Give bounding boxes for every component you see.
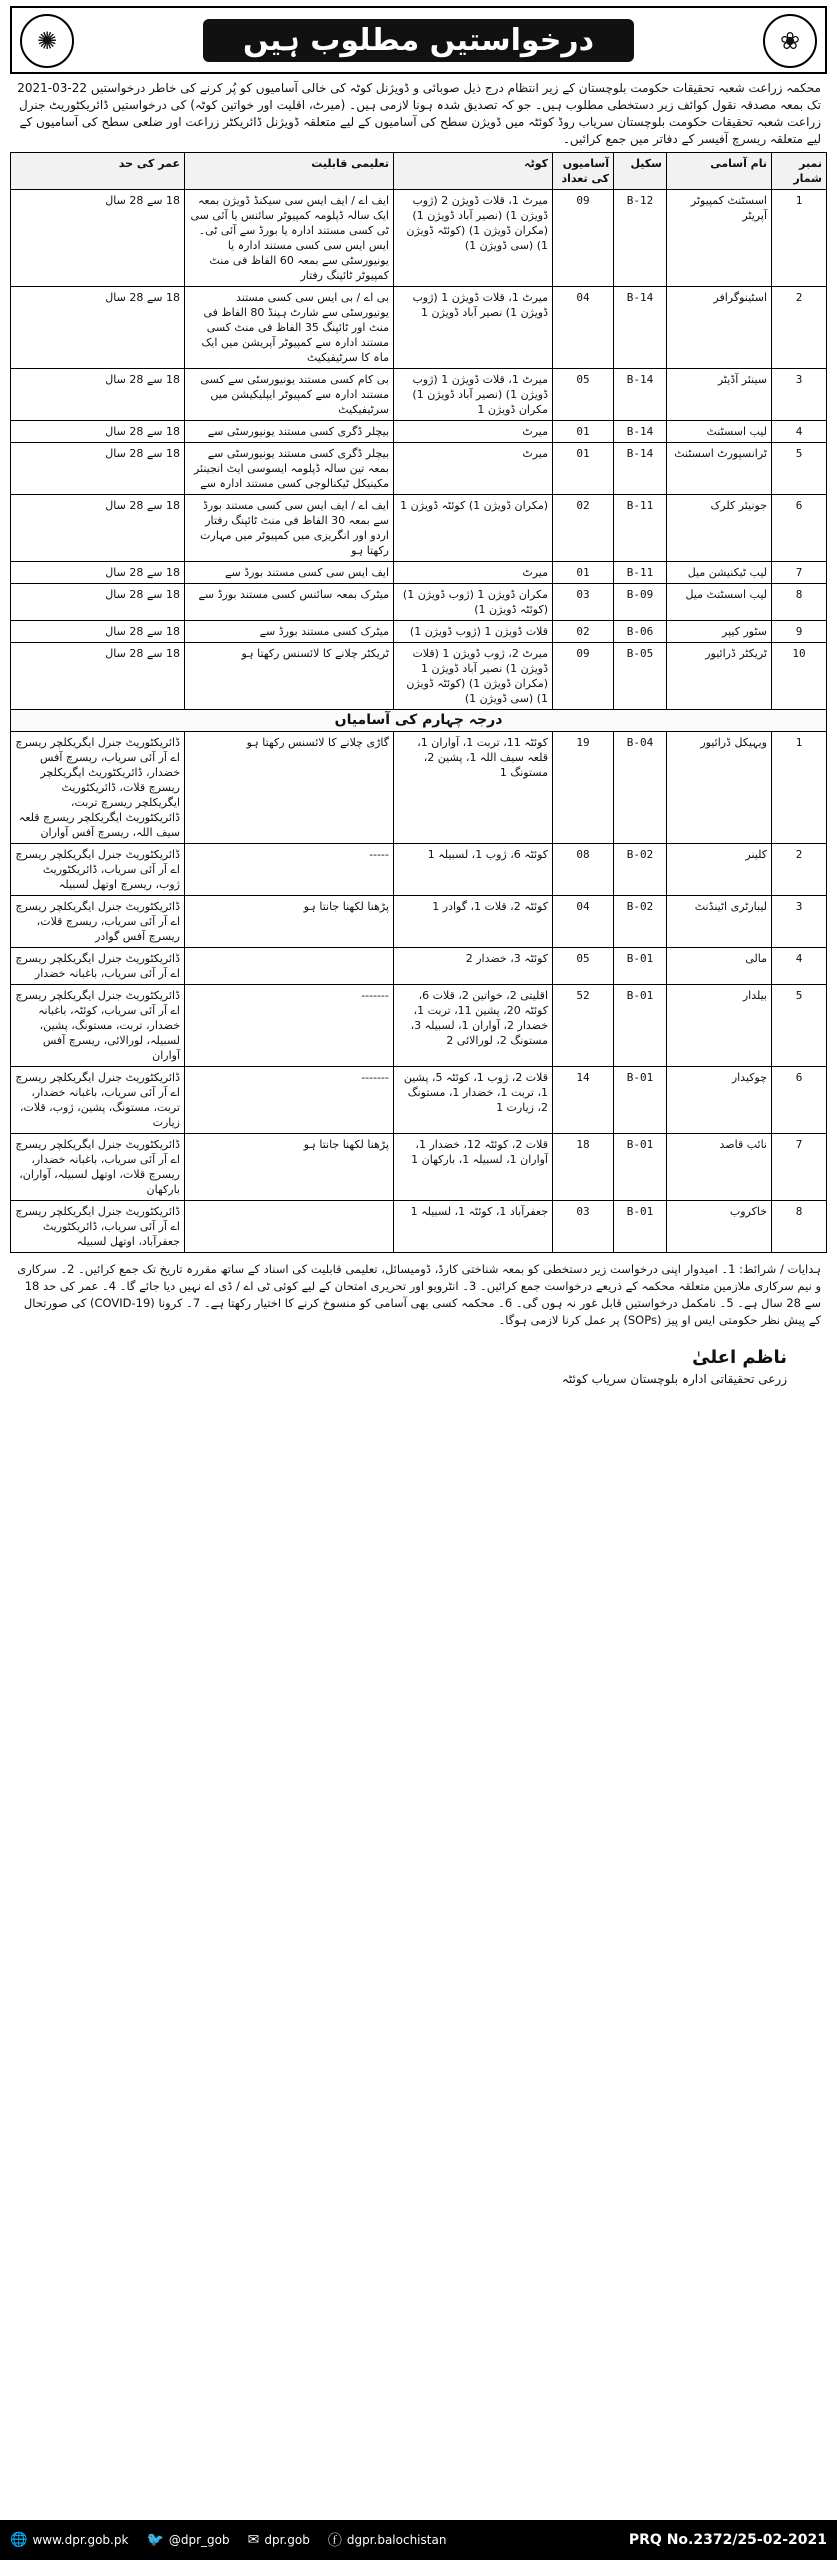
col-age: عمر کی حد [11,153,185,190]
row-count: 18 [553,1134,614,1201]
row-scale: B-02 [614,896,667,948]
row-count: 01 [553,421,614,443]
col-qualification: تعلیمی قابلیت [185,153,394,190]
row-sr: 7 [772,562,827,584]
row-count: 19 [553,732,614,844]
row-scale: B-01 [614,1067,667,1134]
row-age: ڈائریکٹوریٹ جنرل ایگریکلچر ریسرچ اے آر آئی سریاب، باغبانہ خضدار، تربت، مستونگ، پشین، ژوب، قلات، زیارت [11,1067,185,1134]
table-row [11,584,827,621]
section-b-row [11,710,827,732]
row-count: 09 [553,643,614,710]
row-sr: 7 [772,1134,827,1201]
table-row [11,1067,827,1134]
table-row [11,287,827,369]
row-age: ڈائریکٹوریٹ جنرل ایگریکلچر ریسرچ اے آر آئی سریاب، باغبانہ خضدار، ریسرچ قلات، اوتھل لسبیلہ، آواران، بارکھان [11,1134,185,1201]
row-qualification [185,948,394,985]
table-row [11,621,827,643]
row-quota: کوئٹہ 6، ژوب 1، لسبیلہ 1 [394,844,553,896]
row-scale: B-14 [614,287,667,369]
row-sr: 1 [772,732,827,844]
footer-twitter-text: @dpr_gob [168,2533,230,2547]
table-body-section-b [11,732,827,1253]
row-scale: B-01 [614,1134,667,1201]
row-qualification: بی اے / بی ایس سی کسی مستند یونیورسٹی سے شارٹ ہینڈ 80 الفاظ فی منٹ اور ٹائپنگ 35 الفاظ فی منٹ کسی مستند ادارہ سے کمپیوٹر آپریشن میں ایک ماہ کا سرٹیفیکیٹ [185,287,394,369]
row-count: 03 [553,1201,614,1253]
row-count: 05 [553,369,614,421]
row-post: بیلدار [667,985,772,1067]
row-qualification: ایف اے / ایف ایس سی کسی مستند بورڈ سے بمعہ 30 الفاظ فی منٹ ٹائپنگ رفتار اردو اور انگریزی میں کمپیوٹر میں مہارت رکھتا ہو [185,495,394,562]
row-post: اسسٹنٹ کمپیوٹر آپریٹر [667,190,772,287]
row-qualification: بیچلر ڈگری کسی مستند یونیورسٹی سے بمعہ تین سالہ ڈپلومہ ایسوسی ایٹ انجینئر مکینیکل ٹیکنالوجی کسی مستند ادارہ سے [185,443,394,495]
row-age: ڈائریکٹوریٹ جنرل ایگریکلچر ریسرچ اے آر آئی سریاب، ڈائریکٹوریٹ جعفرآباد، اوتھل لسبیلہ [11,1201,185,1253]
row-scale: B-11 [614,562,667,584]
row-post: لیب اسسٹنٹ [667,421,772,443]
signatory-title: ناظم اعلیٰ [692,1347,787,1368]
row-qualification: ٹریکٹر چلانے کا لائسنس رکھتا ہو [185,643,394,710]
row-quota: کوئٹہ 11، تربت 1، آواران 1، قلعہ سیف اللہ 1، پشین 2، مستونگ 1 [394,732,553,844]
row-quota: قلات 2، کوئٹہ 12، خضدار 1، آواران 1، لسبیلہ 1، بارکھان 1 [394,1134,553,1201]
row-quota: جعفرآباد 1، کوئٹہ 1، لسبیلہ 1 [394,1201,553,1253]
row-quota: میرٹ 1، قلات ڈویژن 1 (ژوب ڈویژن 1) (نصیر آباد ڈویژن 1) مکران ڈویژن 1 [394,369,553,421]
vacancy-table [10,152,827,1253]
row-scale: B-01 [614,948,667,985]
row-quota: میرٹ [394,562,553,584]
row-count: 01 [553,443,614,495]
department-logo-icon: ❀ [763,14,817,68]
row-age: ڈائریکٹوریٹ جنرل ایگریکلچر ریسرچ اے آر آئی سریاب، کوئٹہ، باغبانہ خضدار، تربت، مستونگ، پشین، لسبیلہ، لورالائی، ریسرچ آفس آواران [11,985,185,1067]
row-qualification: ایف ایس سی کسی مستند بورڈ سے [185,562,394,584]
row-age: 18 سے 28 سال [11,421,185,443]
footer-web[interactable] [10,2532,128,2548]
table-row [11,1201,827,1253]
row-post: سٹور کیپر [667,621,772,643]
row-sr: 8 [772,584,827,621]
row-scale: B-04 [614,732,667,844]
row-quota: میرٹ 1، قلات ڈویژن 2 (ژوب ڈویژن 1) (نصیر آباد ڈویژن 1) (مکران ڈویژن 1) (کوئٹہ ڈویژن 1) (سی ڈویژن 1) [394,190,553,287]
row-age: 18 سے 28 سال [11,443,185,495]
row-post: مالی [667,948,772,985]
row-quota: میرٹ [394,421,553,443]
table-body-section-a [11,190,827,710]
row-sr: 6 [772,495,827,562]
row-qualification: ----- [185,844,394,896]
intro-paragraph: محکمہ زراعت شعبہ تحقیقات حکومت بلوچستان کے زیر انتظام درج ذیل صوبائی و ڈویژنل کوٹہ کی خالی آسامیوں کو پُر کرنے کی خاطر درخواستیں 22-03-2021 تک بمعہ مصدقہ نقول کوائف زیر دستخطی مطلوب ہیں۔ جو کہ تصدیق شدہ ہونا لازمی ہیں۔ (میرٹ، اقلیت اور خواتین کوٹہ) کی درخواستیں ڈائریکٹوریٹ جنرل زراعت شعبہ تحقیقات حکومت بلوچستان سریاب روڈ کوئٹہ میں ڈویژن سطح کی آسامیوں کے لیے متعلقہ ڈویژنل ڈائریکٹر زراعت اور ضلعی سطح کی آسامیوں کے لیے متعلقہ ریسرچ آفیسر کے دفاتر میں جمع کرائیں۔ [17,81,821,146]
table-header-row [11,153,827,190]
row-post: ویہیکل ڈرائیور [667,732,772,844]
footer-facebook-text: dgpr.balochistan [346,2533,447,2547]
row-sr: 5 [772,985,827,1067]
row-qualification: بی کام کسی مستند یونیورسٹی سے کسی مستند ادارہ سے کمپیوٹر ایپلیکیشن میں سرٹیفیکیٹ [185,369,394,421]
col-post: نام آسامی [667,153,772,190]
row-scale: B-01 [614,1201,667,1253]
row-qualification: پڑھنا لکھنا جانتا ہو [185,896,394,948]
row-sr: 1 [772,190,827,287]
table-row [11,369,827,421]
header [10,6,827,74]
row-quota: میرٹ 2، ژوب ڈویژن 1 (قلات ڈویژن 1) نصیر آباد ڈویژن 1 (مکران ڈویژن 1) (کوئٹہ ڈویژن 1) (سی ڈویژن 1) [394,643,553,710]
row-age: 18 سے 28 سال [11,495,185,562]
table-row [11,896,827,948]
footer-bar [0,2520,837,2560]
table-row [11,948,827,985]
table-row [11,562,827,584]
table-row [11,985,827,1067]
row-age: 18 سے 28 سال [11,584,185,621]
twitter-icon: 🐦 [146,2532,164,2548]
row-post: ٹرانسپورٹ اسسٹنٹ [667,443,772,495]
row-age: 18 سے 28 سال [11,287,185,369]
row-count: 52 [553,985,614,1067]
table-row [11,495,827,562]
row-age: ڈائریکٹوریٹ جنرل ایگریکلچر ریسرچ اے آر آئی سریاب، ریسرچ قلات، ریسرچ آفس گوادر [11,896,185,948]
row-quota: (مکران ڈویژن 1) کوئٹہ ڈویژن 1 [394,495,553,562]
row-count: 03 [553,584,614,621]
row-sr: 3 [772,896,827,948]
row-age: 18 سے 28 سال [11,562,185,584]
col-count: آسامیوں کی تعداد [553,153,614,190]
row-quota: اقلیتی 2، خواتین 2، قلات 6، کوئٹہ 20، پشین 11، تربت 1، خضدار 2، آواران 1، لسبیلہ 3، مستونگ 2، لورالائی 2 [394,985,553,1067]
row-qualification: گاڑی چلانے کا لائسنس رکھتا ہو [185,732,394,844]
row-sr: 10 [772,643,827,710]
col-quota: کوٹہ [394,153,553,190]
row-post: کلینر [667,844,772,896]
table-row [11,443,827,495]
row-qualification: بیچلر ڈگری کسی مستند یونیورسٹی سے [185,421,394,443]
row-sr: 5 [772,443,827,495]
row-qualification: ایف اے / ایف ایس سی سیکنڈ ڈویژن بمعہ ایک سالہ ڈپلومہ کمپیوٹر سائنس یا آئی سی ٹی کسی مستند ادارہ یا بورڈ سے آئی ٹی۔ ایس ایس سی کسی مستند ادارہ یا یونیورسٹی سے بمعہ 60 الفاظ فی منٹ کمپیوٹر ٹائپنگ رفتار [185,190,394,287]
row-post: نائب قاصد [667,1134,772,1201]
signature-block [10,1347,787,1386]
globe-icon: 🌐 [10,2532,28,2548]
table-row [11,732,827,844]
row-count: 04 [553,287,614,369]
government-emblem-icon: ✺ [20,14,74,68]
row-age: 18 سے 28 سال [11,190,185,287]
row-quota: قلات ڈویژن 1 (ژوب ڈویژن 1) [394,621,553,643]
col-sr: نمبر شمار [772,153,827,190]
row-scale: B-12 [614,190,667,287]
facebook-icon: ⓕ [327,2533,342,2549]
row-scale: B-01 [614,985,667,1067]
table-row [11,421,827,443]
table-row [11,190,827,287]
page-title: درخواستیں مطلوب ہیں [203,19,634,62]
row-sr: 8 [772,1201,827,1253]
footer-web-text: www.dpr.gob.pk [32,2533,129,2547]
row-count: 05 [553,948,614,985]
row-post: جونیئر کلرک [667,495,772,562]
row-post: سینئر آڈیٹر [667,369,772,421]
footer-twitter[interactable] [146,2532,229,2548]
row-post: لیبارٹری اٹینڈنٹ [667,896,772,948]
row-age: 18 سے 28 سال [11,643,185,710]
footer-email[interactable] [248,2532,310,2548]
row-age: ڈائریکٹوریٹ جنرل ایگریکلچر ریسرچ اے آر آئی سریاب، ڈائریکٹوریٹ ژوب، ریسرچ اوتھل لسبیلہ [11,844,185,896]
row-quota: قلات 2، ژوب 1، کوئٹہ 5، پشین 1، تربت 1، خضدار 1، مستونگ 2، زیارت 1 [394,1067,553,1134]
email-icon: ✉ [247,2532,260,2548]
instructions: ہدایات / شرائط: 1۔ امیدوار اپنی درخواست زیر دستخطی کو بمعہ شناختی کارڈ، ڈومیسائل، تعلیمی قابلیت کی اسناد کے ساتھ مقررہ تاریخ تک جمع کرائیں۔ 2۔ سرکاری و نیم سرکاری ملازمین متعلقہ محکمہ کے ذریعے درخواست جمع کرائیں۔ 3۔ انٹرویو اور تحریری امتحان کے لیے کوئی ٹی اے / ڈی اے نہیں دیا جائے گا۔ 4۔ عمر کی حد 18 سے 28 سال ہے۔ 5۔ نامکمل درخواستیں قابل غور نہ ہوں گی۔ 6۔ محکمہ کسی بھی آسامی کو منسوخ کرنے کا اختیار رکھتا ہے۔ 7۔ کرونا (COVID-19) کی صورتحال کے پیش نظر حکومتی ایس او پیز (SOPs) پر عمل کرنا لازمی ہوگا۔ [17,1262,821,1327]
row-scale: B-05 [614,643,667,710]
row-quota: کوئٹہ 3، خضدار 2 [394,948,553,985]
row-sr: 2 [772,844,827,896]
row-post: لیب اسسٹنٹ میل [667,584,772,621]
row-post: اسٹینوگرافر [667,287,772,369]
section-b-title: درجہ چہارم کی آسامیاں [11,710,827,732]
row-sr: 4 [772,948,827,985]
table-row [11,1134,827,1201]
row-qualification: میٹرک بمعہ سائنس کسی مستند بورڈ سے [185,584,394,621]
row-age: 18 سے 28 سال [11,369,185,421]
row-quota: مکران ڈویژن 1 (ژوب ڈویژن 1) (کوئٹہ ڈویژن 1) [394,584,553,621]
row-scale: B-14 [614,443,667,495]
footer-email-text: dpr.gob [264,2533,310,2547]
table-row [11,643,827,710]
row-qualification: ------- [185,985,394,1067]
row-quota: میرٹ 1، قلات ڈویژن 1 (ژوب ڈویژن 1) نصیر آباد ڈویژن 1 [394,287,553,369]
table-row [11,844,827,896]
row-count: 01 [553,562,614,584]
row-sr: 3 [772,369,827,421]
row-qualification: پڑھنا لکھنا جانتا ہو [185,1134,394,1201]
row-count: 02 [553,621,614,643]
row-scale: B-06 [614,621,667,643]
row-age: ڈائریکٹوریٹ جنرل ایگریکلچر ریسرچ اے آر آئی سریاب، باغبانہ خضدار [11,948,185,985]
row-post: لیب ٹیکنیشن میل [667,562,772,584]
row-quota: میرٹ [394,443,553,495]
row-count: 08 [553,844,614,896]
row-post: چوکیدار [667,1067,772,1134]
footer-facebook[interactable] [328,2530,447,2550]
row-sr: 2 [772,287,827,369]
row-post: خاکروب [667,1201,772,1253]
row-count: 14 [553,1067,614,1134]
row-qualification: میٹرک کسی مستند بورڈ سے [185,621,394,643]
row-qualification [185,1201,394,1253]
row-count: 02 [553,495,614,562]
row-sr: 9 [772,621,827,643]
row-age: ڈائریکٹوریٹ جنرل ایگریکلچر ریسرچ اے آر آئی سریاب، ریسرچ آفس خضدار، ڈائریکٹوریٹ ایگریکلچر ریسرچ قلات، ڈائریکٹوریٹ ایگریکلچر ریسرچ تربت، ڈائریکٹوریٹ ایگریکلچر ریسرچ قلعہ سیف اللہ، ریسرچ آفس آواران [11,732,185,844]
prq-number: PRQ No.2372/25-02-2021 [628,2532,827,2548]
row-scale: B-14 [614,369,667,421]
row-scale: B-11 [614,495,667,562]
row-scale: B-09 [614,584,667,621]
row-scale: B-02 [614,844,667,896]
row-quota: کوئٹہ 2، قلات 1، گوادر 1 [394,896,553,948]
row-sr: 4 [772,421,827,443]
row-post: ٹریکٹر ڈرائیور [667,643,772,710]
row-qualification: ------- [185,1067,394,1134]
signatory-org: زرعی تحقیقاتی ادارہ بلوچستان سریاب کوئٹہ [561,1372,787,1386]
row-count: 04 [553,896,614,948]
col-scale: سکیل [614,153,667,190]
row-sr: 6 [772,1067,827,1134]
row-scale: B-14 [614,421,667,443]
row-count: 09 [553,190,614,287]
row-age: 18 سے 28 سال [11,621,185,643]
